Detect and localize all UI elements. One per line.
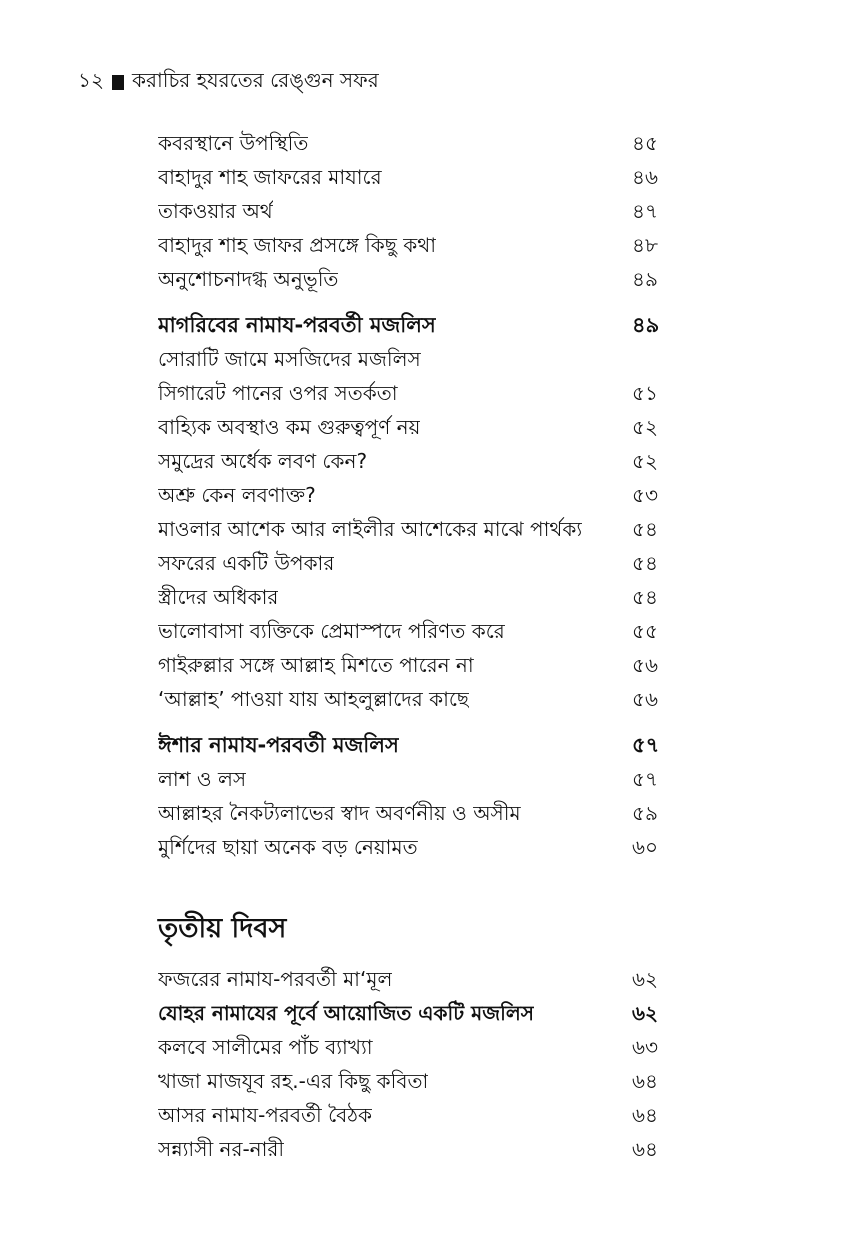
toc-entry-page: ৫৭ bbox=[632, 767, 658, 791]
toc-entry-title: সমুদ্রের অর্ধেক লবণ কেন? bbox=[158, 449, 368, 473]
toc-entry-page: ৫৩ bbox=[632, 483, 658, 507]
toc-entry bbox=[158, 228, 668, 262]
toc-entry bbox=[158, 648, 668, 682]
toc-entry-page: ৪৫ bbox=[632, 131, 658, 155]
toc-entry-page: ৬০ bbox=[632, 835, 659, 859]
toc-entry-page: ৬২ bbox=[632, 1001, 659, 1025]
toc-entry bbox=[158, 796, 668, 830]
toc-entry-page: ৬২ bbox=[632, 967, 659, 991]
toc-entry bbox=[158, 1064, 668, 1098]
toc-entry bbox=[158, 342, 668, 376]
toc-entry bbox=[158, 580, 668, 614]
toc-entry bbox=[158, 762, 668, 796]
toc-entry-page: ৪৯ bbox=[632, 267, 658, 291]
toc-entry-page: ৫৪ bbox=[632, 517, 658, 541]
toc-entry-title: বাহ্যিক অবস্থাও কম গুরুত্বপূর্ণ নয় bbox=[158, 415, 421, 439]
toc-entry-title: কবরস্থানে উপস্থিতি bbox=[158, 131, 309, 155]
section-heading-maghrib bbox=[158, 308, 668, 342]
toc-entry bbox=[158, 962, 668, 996]
toc-entry-title: সন্ন্যাসী নর-নারী bbox=[158, 1137, 285, 1161]
toc-entry-page: ৬৪ bbox=[632, 1069, 658, 1093]
toc-entry bbox=[158, 126, 668, 160]
toc-entry-page: ৪৮ bbox=[632, 233, 658, 257]
toc-entry bbox=[158, 830, 668, 864]
toc-entry-title: ‘আল্লাহ’ পাওয়া যায় আহলুল্লাদের কাছে bbox=[158, 687, 470, 711]
toc-block-day3 bbox=[158, 962, 668, 1166]
toc-entry-page: ৫২ bbox=[632, 415, 658, 439]
toc-entry-title: বাহাদুর শাহ জাফরের মাযারে bbox=[158, 165, 382, 189]
toc-entry-title: সফরের একটি উপকার bbox=[158, 551, 335, 575]
toc-entry-title: মুর্শিদের ছায়া অনেক বড় নেয়ামত bbox=[158, 835, 418, 859]
toc-entry bbox=[158, 478, 668, 512]
toc-block-2 bbox=[158, 342, 668, 716]
section-heading-title: মাগরিবের নামায-পরবর্তী মজলিস bbox=[158, 313, 436, 337]
toc-entry-page: ৫৯ bbox=[632, 801, 658, 825]
section-heading-page: ৫৭ bbox=[632, 733, 660, 757]
toc-entry-page: ৪৬ bbox=[632, 165, 658, 189]
toc-block-3 bbox=[158, 762, 668, 864]
toc-entry-page: ৫১ bbox=[632, 381, 658, 405]
toc-entry bbox=[158, 546, 668, 580]
toc-entry-title: গাইরুল্লার সঙ্গে আল্লাহ মিশতে পারেন না bbox=[158, 653, 474, 677]
section-heading-title: ঈশার নামায-পরবর্তী মজলিস bbox=[158, 733, 399, 757]
header-page-number: ১২ bbox=[78, 68, 104, 92]
toc-entry-page: ৫২ bbox=[632, 449, 658, 473]
toc-entry-page: ৬৩ bbox=[632, 1035, 659, 1059]
running-header bbox=[78, 66, 379, 99]
toc-entry-title: ফজরের নামায-পরবর্তী মা‘মূল bbox=[158, 967, 393, 991]
toc-entry bbox=[158, 194, 668, 228]
toc-block-1 bbox=[158, 126, 668, 296]
toc-entry bbox=[158, 614, 668, 648]
toc-entry-title: বাহাদুর শাহ জাফর প্রসঙ্গে কিছু কথা bbox=[158, 233, 437, 257]
toc-entry-title: অশ্রু কেন লবণাক্ত? bbox=[158, 483, 316, 507]
toc-entry-title: তাকওয়ার অর্থ bbox=[158, 199, 273, 223]
toc-entry-page: ৪৭ bbox=[632, 199, 658, 223]
toc-entry bbox=[158, 682, 668, 716]
table-of-contents bbox=[158, 126, 668, 1166]
toc-entry bbox=[158, 376, 668, 410]
section-heading-isha bbox=[158, 728, 668, 762]
toc-entry bbox=[158, 512, 668, 546]
toc-entry-title: মাওলার আশেক আর লাইলীর আশেকের মাঝে পার্থক্য bbox=[158, 517, 583, 541]
toc-entry-page: ৫৬ bbox=[632, 653, 658, 677]
day-title: তৃতীয় দিবস bbox=[158, 913, 287, 944]
toc-entry-title: স্ত্রীদের অধিকার bbox=[158, 585, 279, 609]
toc-entry-page: ৫৪ bbox=[632, 551, 658, 575]
toc-entry bbox=[158, 160, 668, 194]
toc-entry-title: যোহর নামাযের পূর্বে আয়োজিত একটি মজলিস bbox=[158, 1001, 534, 1025]
toc-entry-page: ৫৬ bbox=[632, 687, 658, 711]
toc-entry-title: আসর নামায-পরবর্তী বৈঠক bbox=[158, 1103, 372, 1127]
toc-entry-title: অনুশোচনাদগ্ধ অনুভূতি bbox=[158, 267, 339, 291]
toc-entry bbox=[158, 262, 668, 296]
toc-entry-page: ৬৪ bbox=[632, 1137, 658, 1161]
header-square-icon bbox=[112, 75, 124, 90]
toc-entry-page: ৫৫ bbox=[632, 619, 658, 643]
toc-entry bbox=[158, 1030, 668, 1064]
toc-entry-title: খাজা মাজযূব রহ.-এর কিছু কবিতা bbox=[158, 1069, 429, 1093]
toc-entry-page: ৫৪ bbox=[632, 585, 658, 609]
toc-entry bbox=[158, 1098, 668, 1132]
toc-entry-title: সোরাটি জামে মসজিদের মজলিস bbox=[158, 347, 421, 371]
toc-entry-title: ভালোবাসা ব্যক্তিকে প্রেমাস্পদে পরিণত করে bbox=[158, 619, 505, 643]
toc-entry bbox=[158, 444, 668, 478]
toc-entry bbox=[158, 410, 668, 444]
toc-entry-title: কলবে সালীমের পাঁচ ব্যাখ্যা bbox=[158, 1035, 373, 1059]
toc-entry bbox=[158, 996, 668, 1030]
header-book-title: করাচির হযরতের রেঙ্গুন সফর bbox=[131, 68, 379, 92]
toc-entry-page: ৬৪ bbox=[632, 1103, 658, 1127]
section-heading-page: ৪৯ bbox=[632, 313, 660, 337]
toc-entry bbox=[158, 1132, 668, 1166]
toc-entry-title: সিগারেট পানের ওপর সতর্কতা bbox=[158, 381, 398, 405]
toc-entry-title: লাশ ও লস bbox=[158, 767, 247, 791]
toc-entry-title: আল্লাহর নৈকট্যলাভের স্বাদ অবর্ণনীয় ও অসীম bbox=[158, 801, 521, 825]
